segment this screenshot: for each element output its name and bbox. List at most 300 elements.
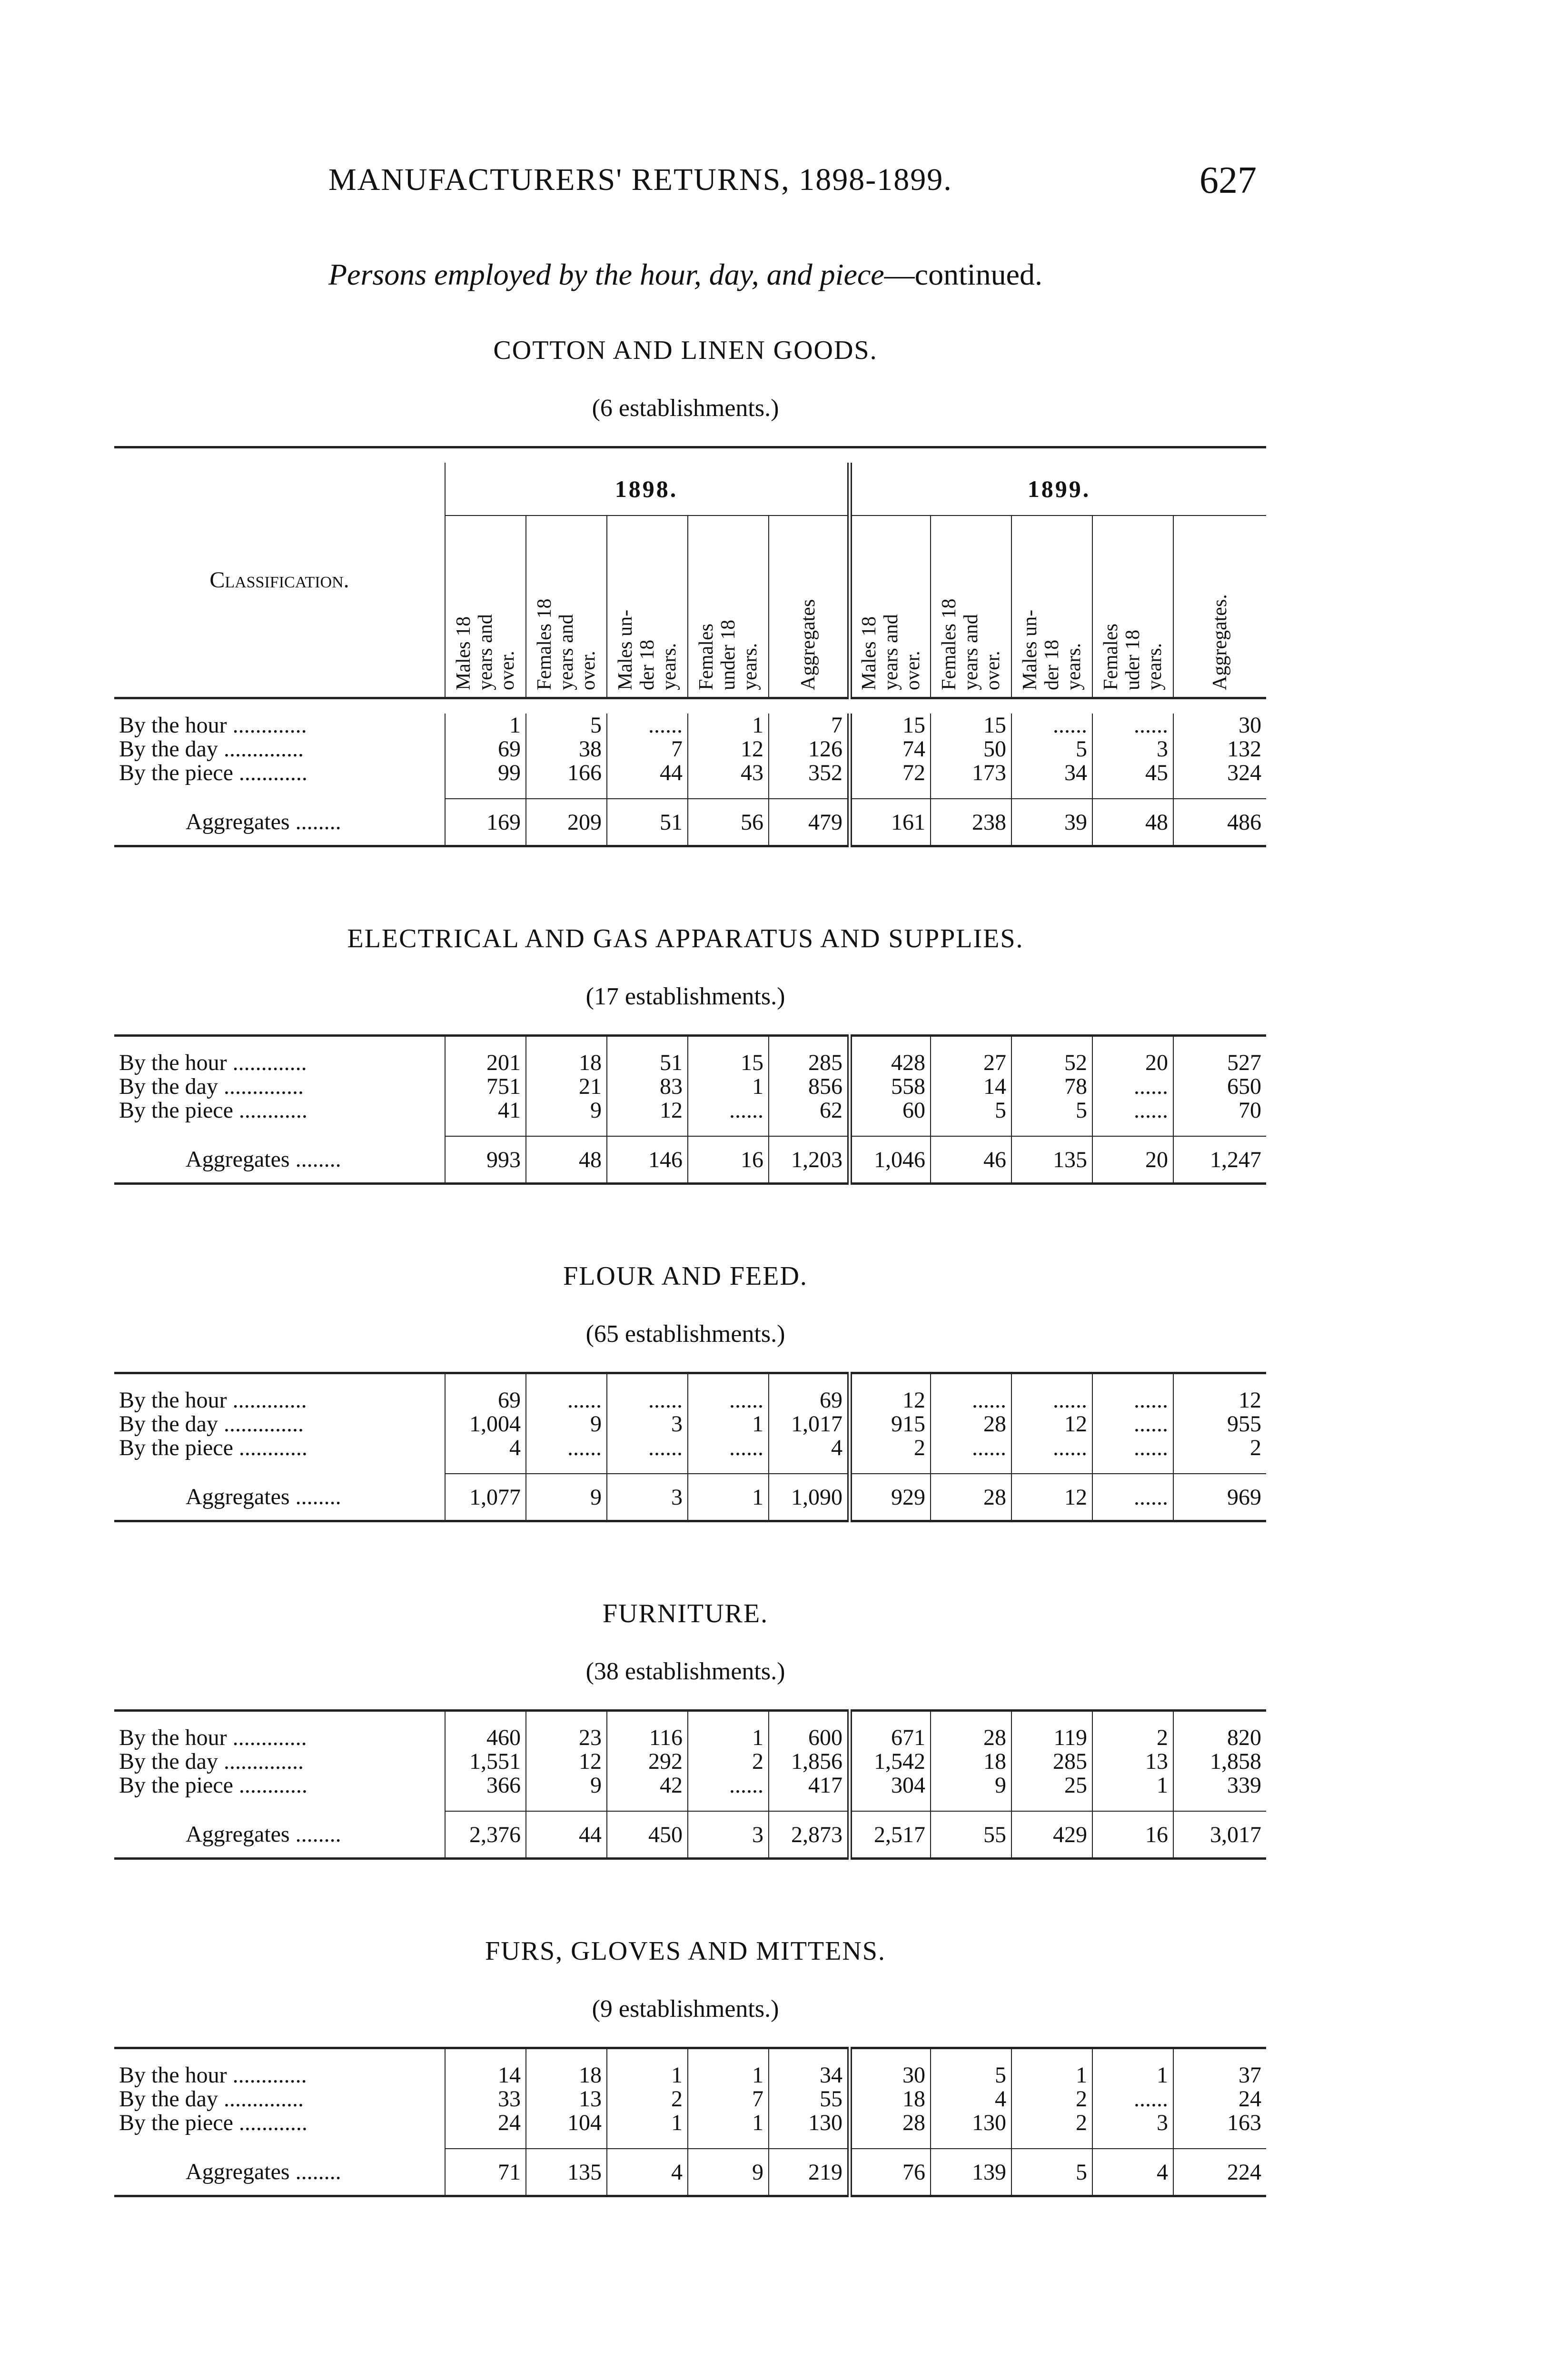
row-spacer-cell [607,2135,688,2149]
aggregates-cell: 9 [526,1474,607,1521]
table-cell: 12 [607,1099,688,1122]
table-cell: 5 [526,714,607,737]
table-cell: 1 [1092,1774,1173,1797]
top-rule-cell [607,1373,688,1389]
document-page [114,143,1262,2197]
table-cell: 2 [850,1436,931,1460]
table-cell: 5 [1011,737,1092,761]
table-cell: 9 [526,1774,607,1797]
row-label: By the piece ............ [119,1774,307,1797]
table-row [114,2111,1266,2135]
table-cell: 1 [1092,2063,1173,2087]
table-cell: ...... [1092,1412,1173,1436]
aggregates-cell: 20 [1092,1136,1173,1184]
column-header-1899 [931,516,1011,698]
section-title: FLOUR AND FEED. [563,1261,808,1291]
table-row [114,1774,1266,1797]
top-rule-cell [769,2048,850,2064]
aggregates-cell: 969 [1173,1474,1266,1521]
page-number: 627 [1199,159,1257,201]
table-cell: 28 [931,1412,1011,1436]
table-cell: 37 [1173,2063,1266,2087]
aggregates-cell: 28 [931,1474,1011,1521]
column-header-1899 [1173,516,1266,698]
aggregates-row [114,2149,1266,2196]
section-title: FURNITURE. [602,1599,769,1628]
aggregates-cell: 2,376 [445,1811,526,1859]
row-spacer-cell [114,1797,445,1811]
column-header-text: Females under 18 years. [695,619,761,690]
table-cell: 30 [850,2063,931,2087]
row-spacer-cell [769,1797,850,1811]
table-cell: 5 [931,1099,1011,1122]
table-cell: 52 [1011,1051,1092,1075]
table-cell: 18 [526,1051,607,1075]
top-rule-cell [850,2048,931,2064]
aggregates-label: Aggregates ........ [186,1147,341,1172]
table-cell: 23 [526,1726,607,1750]
top-rule-cell [769,1711,850,1726]
table-cell: 28 [850,2111,931,2135]
table-top-rule [114,2048,1266,2064]
top-rule-cell [114,447,1266,463]
table-cell: 25 [1011,1774,1092,1797]
aggregates-cell: 56 [688,799,769,846]
row-spacer-cell [1092,2135,1173,2149]
top-rule-cell [526,1711,607,1726]
table-cell: 1,858 [1173,1750,1266,1774]
table-cell: ...... [1092,1388,1173,1412]
table-cell: 201 [445,1051,526,1075]
row-spacer-cell [445,785,526,799]
table-cell: 2 [1011,2111,1092,2135]
table-cell: 1 [688,2063,769,2087]
column-header-text: Males un- der 18 years. [614,609,680,690]
top-rule-cell [1011,1036,1092,1051]
table-cell: 2 [607,2087,688,2111]
aggregates-cell: 16 [1092,1811,1173,1859]
table-cell: 12 [1011,1412,1092,1436]
column-header-1898 [526,516,607,698]
row-spacer-cell [607,1460,688,1474]
row-label: By the day .............. [119,1075,304,1099]
row-spacer-cell [1011,1122,1092,1136]
section-gap [114,1860,1257,1936]
section-3 [114,1522,1261,1860]
column-header-text: Males 18 years and over. [453,614,518,690]
row-spacer-cell [931,785,1011,799]
table-cell: 558 [850,1075,931,1099]
row-spacer-cell [607,785,688,799]
top-rule-cell [1011,1373,1092,1389]
table-cell: ...... [1092,1075,1173,1099]
table-cell: 12 [850,1388,931,1412]
aggregates-cell: 4 [1092,2149,1173,2196]
table-cell: 366 [445,1774,526,1797]
row-spacer-cell [1173,785,1266,799]
table-cell: ...... [688,1099,769,1122]
data-table [114,1709,1266,1860]
section-gap [114,847,1257,923]
year-1899-header: 1899. [850,463,1266,516]
row-spacer [114,785,1266,799]
table-row [114,1436,1266,1460]
column-header-text: Females 18 years and over. [938,598,1004,690]
top-rule-cell [769,1036,850,1051]
aggregates-cell: 55 [931,1811,1011,1859]
row-label: By the day .............. [119,1750,304,1774]
table-cell: 70 [1173,1099,1266,1122]
row-label: By the piece ............ [119,2111,307,2135]
table-cell: 18 [931,1750,1011,1774]
aggregates-cell: 209 [526,799,607,846]
table-cell: 12 [1173,1388,1266,1412]
table-cell: 30 [1173,714,1266,737]
running-title: MANUFACTURERS' RETURNS, 1898-1899. [328,162,952,197]
table-cell: 285 [769,1051,850,1075]
table-cell: ...... [1011,1436,1092,1460]
table-top-rule [114,447,1266,463]
top-rule-cell [850,1711,931,1726]
row-spacer-cell [850,1797,931,1811]
aggregates-cell: 1,090 [769,1474,850,1521]
table-cell: 2 [1011,2087,1092,2111]
table-cell: 3 [607,1412,688,1436]
header-rule [114,698,1266,714]
row-label: By the day .............. [119,1412,304,1436]
row-spacer-cell [769,785,850,799]
table-cell: 41 [445,1099,526,1122]
aggregates-row [114,1474,1266,1521]
row-label: By the hour ............. [119,1726,307,1750]
aggregates-cell: 479 [769,799,850,846]
row-spacer-cell [1011,2135,1092,2149]
section-4 [114,1860,1261,2197]
table-cell: 51 [607,1051,688,1075]
establishments-count: (17 establishments.) [585,983,785,1010]
table-cell: 1 [688,1412,769,1436]
section-2 [114,1185,1261,1522]
table-cell: 43 [688,761,769,785]
aggregates-cell: 146 [607,1136,688,1184]
table-top-rule [114,1711,1266,1726]
section-title: ELECTRICAL AND GAS APPARATUS AND SUPPLIES. [347,924,1024,953]
table-cell: 3 [1092,737,1173,761]
table-cell: 69 [769,1388,850,1412]
table-row [114,2087,1266,2111]
table-cell: ...... [688,1774,769,1797]
aggregates-cell: 486 [1173,799,1266,846]
column-header-1899 [1011,516,1092,698]
aggregates-cell: 44 [526,1811,607,1859]
aggregates-cell: 2,517 [850,1811,931,1859]
table-cell: 104 [526,2111,607,2135]
top-rule-cell [850,1036,931,1051]
column-header-text: Aggregates. [1209,594,1231,690]
row-spacer-cell [850,1460,931,1474]
table-cell: ...... [526,1388,607,1412]
table-cell: ...... [1011,714,1092,737]
row-spacer-cell [1092,1797,1173,1811]
table-cell: 2 [1092,1726,1173,1750]
table-cell: 78 [1011,1075,1092,1099]
table-cell: 33 [445,2087,526,2111]
table-cell: 7 [688,2087,769,2111]
data-table [114,2047,1266,2197]
aggregates-cell: 76 [850,2149,931,2196]
table-cell: ...... [1092,1099,1173,1122]
table-cell: 820 [1173,1726,1266,1750]
data-table [114,1372,1266,1522]
table-cell: 38 [526,737,607,761]
aggregates-label: Aggregates ........ [186,2159,341,2184]
top-rule-cell [688,1373,769,1389]
row-spacer-cell [931,1797,1011,1811]
row-spacer-cell [607,1797,688,1811]
row-spacer-cell [1011,1797,1092,1811]
row-spacer [114,1122,1266,1136]
top-rule-cell [445,1036,526,1051]
table-cell: 4 [931,2087,1011,2111]
aggregates-cell: 2,873 [769,1811,850,1859]
aggregates-cell: 929 [850,1474,931,1521]
column-header-text: Males un- der 18 years. [1019,609,1085,690]
column-header-1899 [1092,516,1173,698]
data-table [114,446,1266,847]
aggregates-cell: 4 [607,2149,688,2196]
table-cell: 7 [769,714,850,737]
top-rule-cell [445,1373,526,1389]
table-cell: ...... [1092,2087,1173,2111]
table-cell: 339 [1173,1774,1266,1797]
aggregates-cell: 161 [850,799,931,846]
table-cell: ...... [1092,714,1173,737]
table-cell: 1 [607,2063,688,2087]
table-row [114,1412,1266,1436]
top-rule-cell [1173,2048,1266,2064]
row-label: By the day .............. [119,737,304,761]
table-bottom-rule [114,2196,1266,2198]
aggregates-cell: 71 [445,2149,526,2196]
table-cell: 292 [607,1750,688,1774]
page-subtitle [114,257,1257,292]
section-1 [114,847,1261,1185]
subtitle-suffix: —continued. [884,258,1043,291]
aggregates-cell: 3,017 [1173,1811,1266,1859]
establishments-count: (6 establishments.) [592,395,779,422]
section-title: FURS, GLOVES AND MITTENS. [485,1936,886,1966]
row-label: By the day .............. [119,2087,304,2111]
aggregates-cell: 450 [607,1811,688,1859]
table-cell: 130 [769,2111,850,2135]
table-cell: 955 [1173,1412,1266,1436]
top-rule-cell [688,1711,769,1726]
top-rule-cell [1011,1711,1092,1726]
top-rule-cell [769,1373,850,1389]
top-rule-cell [1173,1036,1266,1051]
column-header-text: Females uder 18 years. [1100,624,1166,690]
row-spacer-cell [114,1122,445,1136]
table-cell: 62 [769,1099,850,1122]
table-row [114,1051,1266,1075]
column-header-1898 [688,516,769,698]
table-cell: 352 [769,761,850,785]
table-cell: 69 [445,1388,526,1412]
table-cell: 671 [850,1726,931,1750]
table-cell: 751 [445,1075,526,1099]
aggregates-cell: 12 [1011,1474,1092,1521]
table-row [114,1099,1266,1122]
table-cell: ...... [688,1436,769,1460]
aggregates-cell: 224 [1173,2149,1266,2196]
top-rule-cell [688,1036,769,1051]
table-cell: 34 [769,2063,850,2087]
top-rule-cell [931,1036,1011,1051]
table-cell: 166 [526,761,607,785]
table-cell: 856 [769,1075,850,1099]
aggregates-cell: 1,203 [769,1136,850,1184]
row-spacer-cell [114,1460,445,1474]
row-spacer-cell [445,1797,526,1811]
table-cell: 50 [931,737,1011,761]
column-header-1899 [850,516,931,698]
aggregates-cell: 1,046 [850,1136,931,1184]
table-cell: 55 [769,2087,850,2111]
table-cell: 27 [931,1051,1011,1075]
aggregates-cell: 48 [526,1136,607,1184]
table-cell: 14 [931,1075,1011,1099]
row-spacer-cell [769,1460,850,1474]
aggregates-cell: 1,077 [445,1474,526,1521]
table-row [114,737,1266,761]
table-row [114,761,1266,785]
aggregates-row [114,1811,1266,1859]
row-label: By the piece ............ [119,1099,307,1122]
table-cell: 20 [1092,1051,1173,1075]
year-1898-header: 1898. [445,463,850,516]
row-label: By the hour ............. [119,1388,307,1412]
aggregates-cell: 39 [1011,799,1092,846]
row-spacer-cell [1173,1797,1266,1811]
table-cell: 14 [445,2063,526,2087]
top-rule-cell [526,1036,607,1051]
table-cell: 45 [1092,761,1173,785]
top-rule-cell [607,1711,688,1726]
table-cell: 527 [1173,1051,1266,1075]
aggregates-cell: 429 [1011,1811,1092,1859]
top-rule-cell [114,1373,445,1389]
table-cell: 1,004 [445,1412,526,1436]
table-cell: 2 [688,1750,769,1774]
section-gap [114,1185,1257,1261]
row-spacer-cell [526,785,607,799]
table-cell: 13 [1092,1750,1173,1774]
classification-header: Classification. [209,567,349,593]
table-cell: ...... [1011,1388,1092,1412]
top-rule-cell [1173,1711,1266,1726]
table-row [114,1075,1266,1099]
top-rule-cell [931,2048,1011,2064]
table-row [114,1726,1266,1750]
column-header-1898 [769,516,850,698]
table-cell: 21 [526,1075,607,1099]
row-label: By the hour ............. [119,714,307,737]
table-cell: 12 [688,737,769,761]
table-cell: 7 [607,737,688,761]
table-cell: 173 [931,761,1011,785]
table-cell: 600 [769,1726,850,1750]
table-cell: 324 [1173,761,1266,785]
aggregates-cell: 3 [688,1811,769,1859]
establishments-count: (65 establishments.) [585,1320,785,1348]
row-spacer-cell [114,2135,445,2149]
table-cell: 44 [607,761,688,785]
top-rule-cell [931,1711,1011,1726]
table-top-rule [114,1373,1266,1389]
row-spacer-cell [1092,1122,1173,1136]
table-cell: ...... [1092,1436,1173,1460]
top-rule-cell [526,1373,607,1389]
table-cell: 130 [931,2111,1011,2135]
table-cell: ...... [526,1436,607,1460]
row-spacer-cell [688,1460,769,1474]
table-cell: 1 [688,1726,769,1750]
row-spacer-cell [769,2135,850,2149]
data-table [114,1034,1266,1185]
table-cell: 163 [1173,2111,1266,2135]
column-header-1898 [445,516,526,698]
row-spacer [114,1797,1266,1811]
top-rule-cell [1173,1373,1266,1389]
section-title: COTTON AND LINEN GOODS. [493,336,878,365]
aggregates-cell: 219 [769,2149,850,2196]
row-spacer-cell [445,2135,526,2149]
top-rule-cell [526,2048,607,2064]
table-cell: 24 [1173,2087,1266,2111]
column-header-1898 [607,516,688,698]
establishments-count: (38 establishments.) [585,1658,785,1685]
aggregates-cell: 139 [931,2149,1011,2196]
table-cell: 5 [1011,1099,1092,1122]
row-spacer-cell [526,1460,607,1474]
table-cell: 99 [445,761,526,785]
row-spacer-cell [526,1122,607,1136]
row-label: By the hour ............. [119,1051,307,1075]
table-cell: 9 [526,1412,607,1436]
aggregates-cell: ...... [1092,1474,1173,1521]
aggregates-cell: 5 [1011,2149,1092,2196]
table-row [114,1750,1266,1774]
row-label: By the hour ............. [119,2063,307,2087]
top-rule-cell [445,1711,526,1726]
subtitle-italic: Persons employed by the hour, day, and piece [328,258,884,291]
table-cell: 1 [445,714,526,737]
table-cell: ...... [931,1436,1011,1460]
table-cell: 1,017 [769,1412,850,1436]
table-cell: 28 [931,1726,1011,1750]
top-rule-cell [1092,2048,1173,2064]
table-cell: 18 [850,2087,931,2111]
top-rule-cell [1092,1373,1173,1389]
table-cell: 3 [1092,2111,1173,2135]
table-cell: 126 [769,737,850,761]
table-cell: 304 [850,1774,931,1797]
row-spacer-cell [1173,2135,1266,2149]
table-cell: 72 [850,761,931,785]
top-rule-cell [1092,1711,1173,1726]
aggregates-row [114,1136,1266,1184]
row-spacer-cell [1173,1122,1266,1136]
